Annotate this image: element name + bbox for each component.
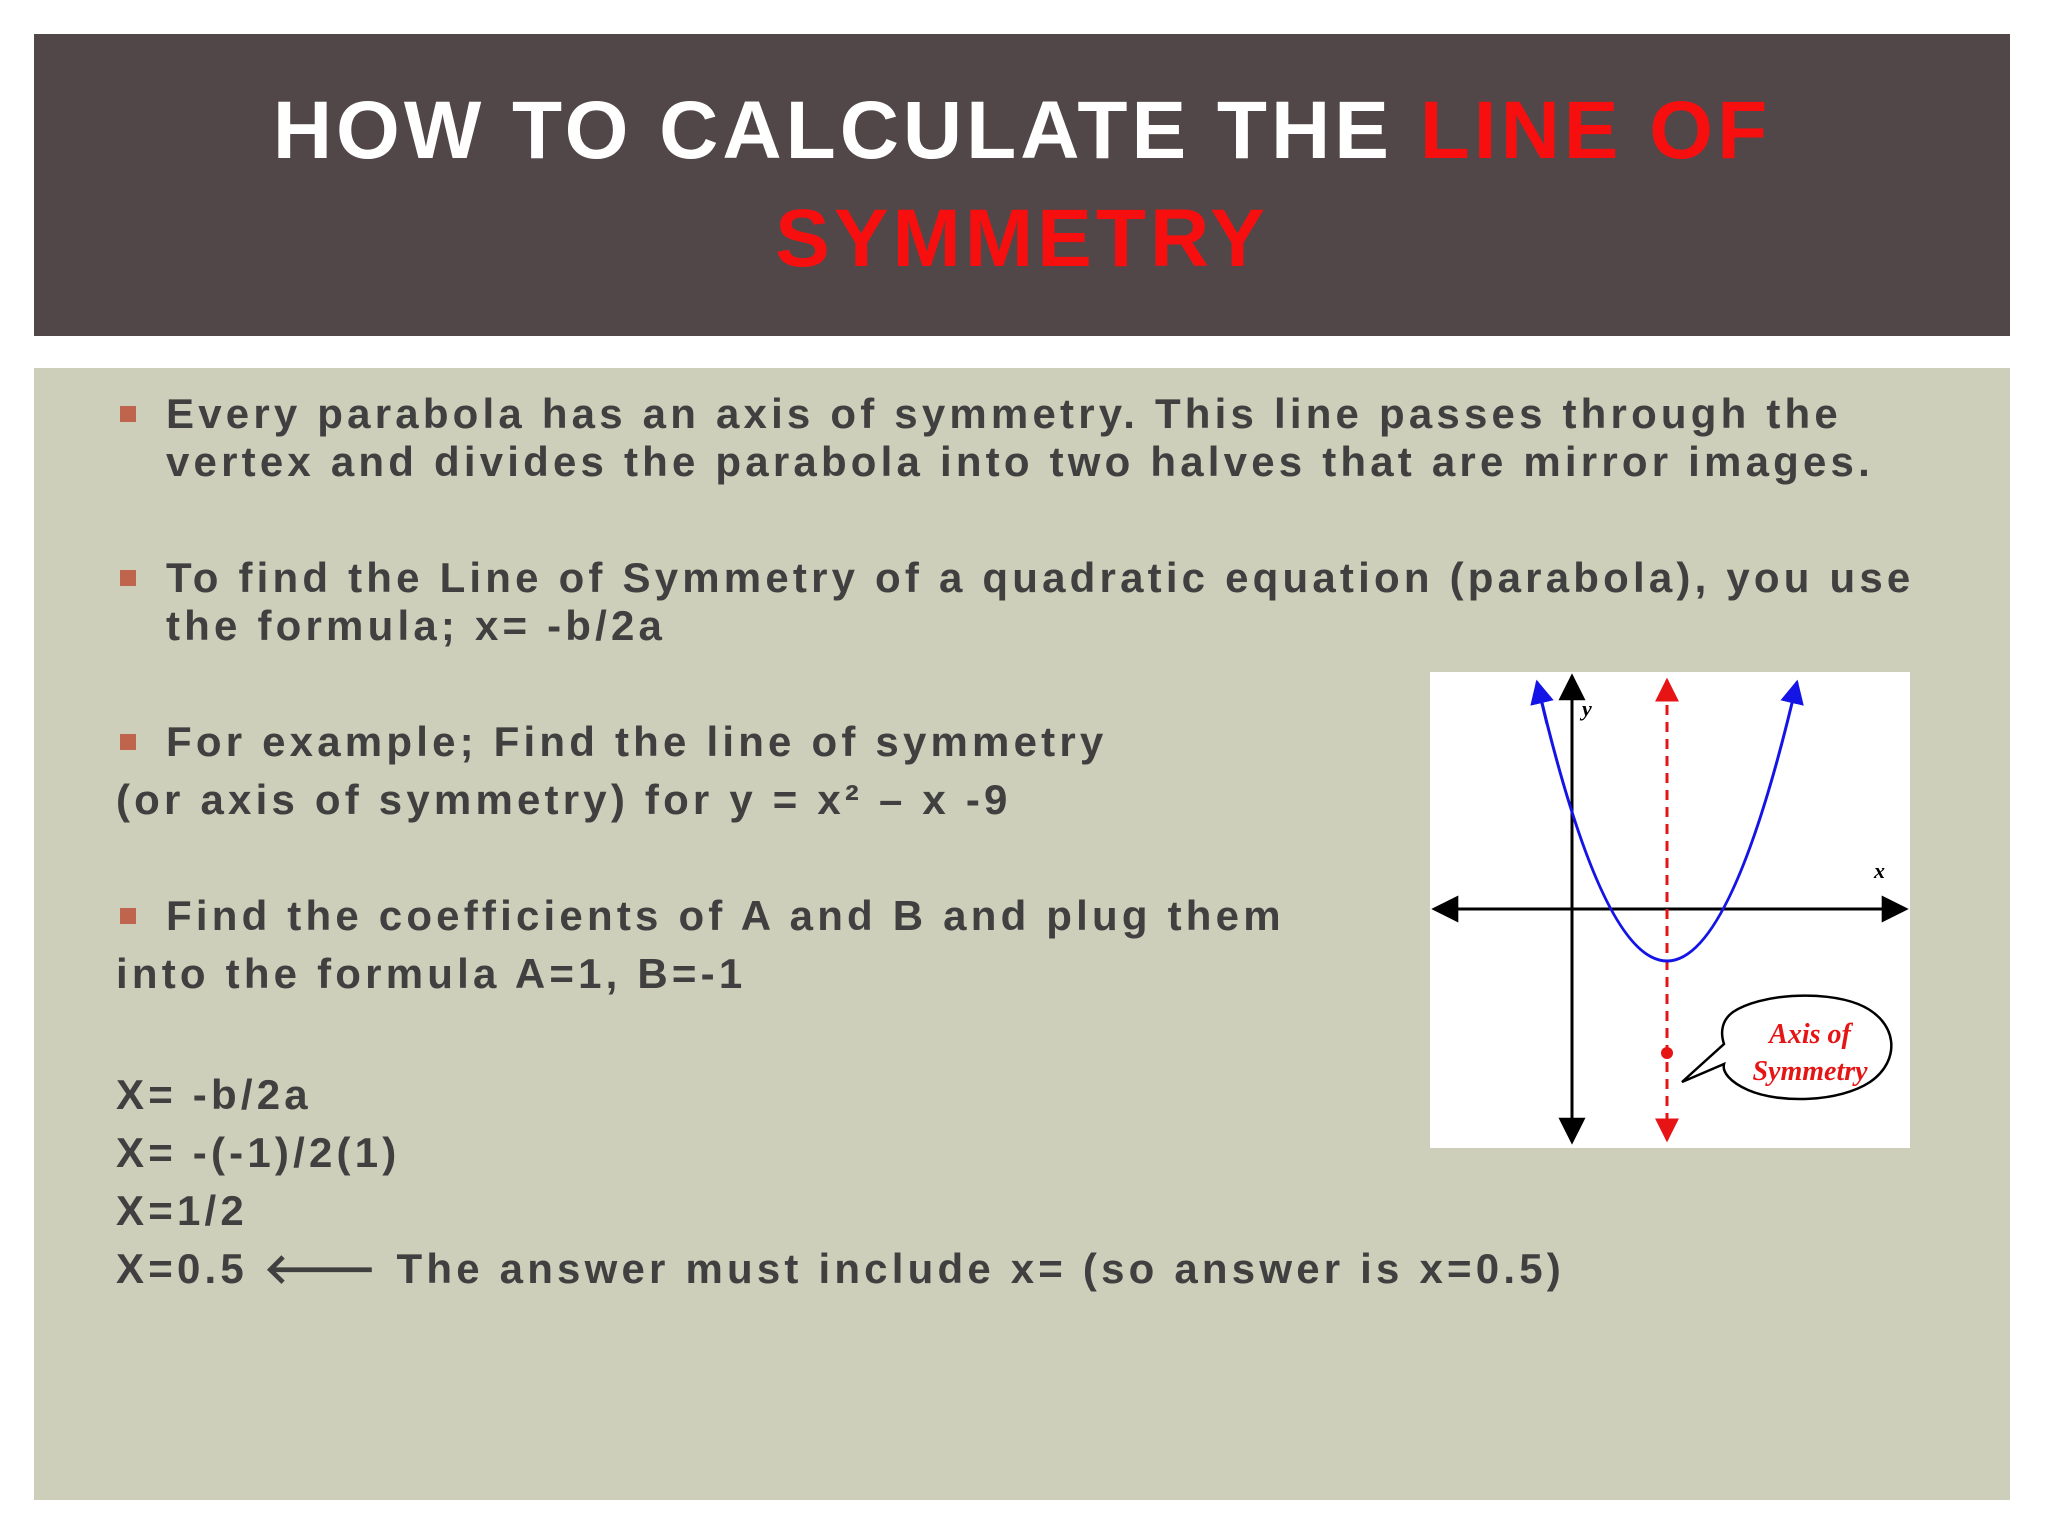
bullet-text: Every parabola has an axis of symmetry. This line passes through the vertex and divides the parabola into two halves that are mirror images.: [166, 390, 1874, 485]
parabola-graph: [1430, 672, 1910, 1148]
callout-text: Axis of: [1769, 1019, 1851, 1050]
calc-line: X= -(-1)/2(1): [116, 1129, 401, 1176]
bullet-continuation: (or axis of symmetry) for y = x² – x -9: [116, 776, 1012, 823]
title-text: HOW TO CALCULATE THE: [272, 85, 1420, 176]
bullet-text: Find the coefficients of A and B and plug them: [166, 892, 1285, 939]
bullet-item: [116, 554, 1996, 650]
bullet-square-icon: [120, 908, 136, 924]
bullet-item: [116, 390, 1996, 486]
calc-line: X=0.5 🡐 The answer must include x= (so answer is x=0.5): [116, 1245, 1565, 1292]
slide-title: [272, 77, 1772, 293]
bullet-text: To find the Line of Symmetry of a quadratic equation (parabola), you use the formula; x= -b/2a: [166, 554, 1915, 649]
y-axis-label: y: [1582, 696, 1592, 721]
title-bar: [34, 34, 2010, 336]
bullet-square-icon: [120, 734, 136, 750]
calc-line: X=1/2: [116, 1187, 248, 1234]
x-axis-label: x: [1874, 858, 1885, 883]
title-highlight: LINE OF SYMMETRY: [775, 85, 1772, 284]
bullet-continuation: into the formula A=1, B=-1: [116, 950, 747, 997]
vertex-point: [1661, 1047, 1673, 1059]
callout-text: Symmetry: [1752, 1056, 1868, 1087]
bullet-square-icon: [120, 570, 136, 586]
bullet-text: For example; Find the line of symmetry: [166, 718, 1108, 765]
bullet-square-icon: [120, 406, 136, 422]
parabola-svg: [1430, 672, 1910, 1148]
parabola-left-arrow: [1537, 682, 1547, 724]
content-area: [34, 368, 2010, 1500]
calc-line: X= -b/2a: [116, 1071, 312, 1118]
